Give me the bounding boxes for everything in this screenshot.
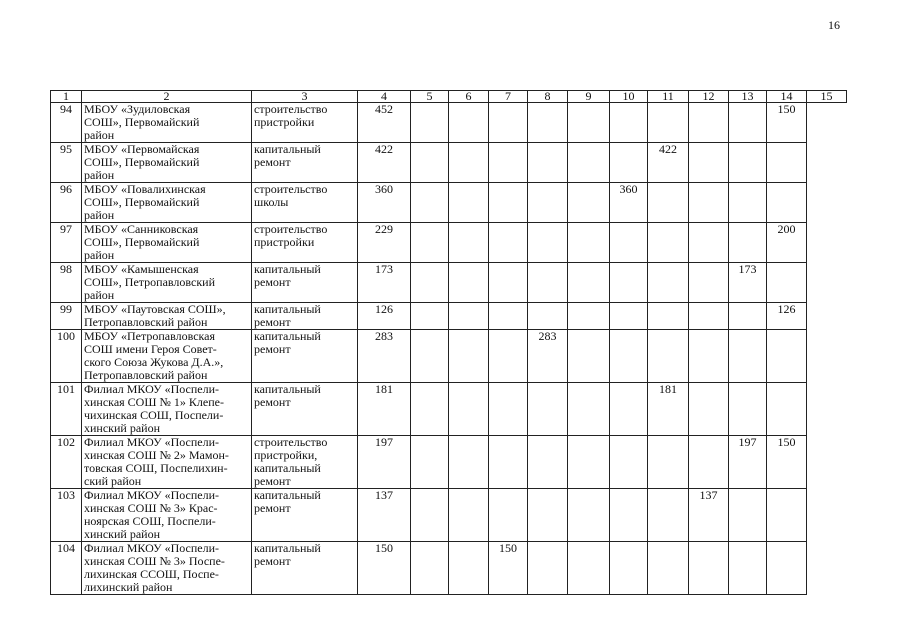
value-cell — [489, 436, 528, 489]
value-cell — [568, 183, 610, 223]
school-name-line: хинская СОШ № 3» Крас- — [84, 501, 218, 515]
row-number: 104 — [51, 542, 82, 595]
value-cell — [689, 223, 729, 263]
value-cell — [411, 383, 449, 436]
school-name-cell — [82, 436, 252, 489]
value-cell — [568, 263, 610, 303]
value-cell — [610, 103, 648, 143]
table-row — [51, 330, 847, 383]
work-type-line: капитальный — [254, 382, 321, 396]
value-cell — [489, 103, 528, 143]
value-cell: 197 — [729, 436, 767, 489]
row-number: 100 — [51, 330, 82, 383]
value-cell: 150 — [767, 103, 807, 143]
value-cell — [411, 143, 449, 183]
school-name-cell — [82, 383, 252, 436]
work-type-line: строительство — [254, 182, 328, 196]
value-cell: 126 — [767, 303, 807, 330]
column-header: 3 — [252, 91, 358, 103]
value-cell — [449, 383, 489, 436]
column-header: 12 — [689, 91, 729, 103]
value-cell: 150 — [767, 436, 807, 489]
table-row — [51, 489, 847, 542]
value-cell — [568, 103, 610, 143]
value-cell — [648, 489, 689, 542]
value-cell: 283 — [528, 330, 568, 383]
table-row — [51, 183, 847, 223]
table-row — [51, 542, 847, 595]
school-name-line: МБОУ «Паутовская СОШ», — [84, 302, 226, 316]
work-type-line: ремонт — [254, 554, 291, 568]
school-name-line: СОШ», Первомайский — [84, 155, 200, 169]
work-type-line: строительство — [254, 435, 328, 449]
value-cell — [729, 223, 767, 263]
row-number: 103 — [51, 489, 82, 542]
work-type-line: ремонт — [254, 395, 291, 409]
value-cell — [729, 489, 767, 542]
value-cell — [489, 263, 528, 303]
value-cell — [689, 143, 729, 183]
school-name-line: Филиал МКОУ «Поспели- — [84, 541, 220, 555]
value-cell — [689, 542, 729, 595]
value-cell — [729, 542, 767, 595]
school-name-cell — [82, 223, 252, 263]
work-type-cell — [252, 183, 358, 223]
work-type-line: ремонт — [254, 315, 291, 329]
school-name-line: ский район — [84, 474, 142, 488]
work-type-cell — [252, 223, 358, 263]
value-cell — [689, 263, 729, 303]
school-name-cell — [82, 263, 252, 303]
school-name-line: МБОУ «Санниковская — [84, 222, 199, 236]
school-name-line: ского Союза Жукова Д.А.», — [84, 355, 224, 369]
value-cell — [449, 542, 489, 595]
value-cell — [648, 263, 689, 303]
value-cell — [568, 436, 610, 489]
value-cell — [610, 542, 648, 595]
school-name-line: МБОУ «Первомайская — [84, 142, 200, 156]
row-number: 99 — [51, 303, 82, 330]
school-name-line: район — [84, 208, 115, 222]
work-type-line: капитальный — [254, 541, 321, 555]
school-name-cell — [82, 489, 252, 542]
value-cell — [648, 303, 689, 330]
value-cell — [689, 303, 729, 330]
value-cell — [449, 263, 489, 303]
value-cell — [528, 489, 568, 542]
value-cell — [528, 542, 568, 595]
work-type-cell — [252, 330, 358, 383]
value-cell — [729, 103, 767, 143]
value-cell — [610, 143, 648, 183]
value-cell: 200 — [767, 223, 807, 263]
column-header: 8 — [528, 91, 568, 103]
school-name-cell — [82, 330, 252, 383]
work-type-cell — [252, 263, 358, 303]
school-name-cell — [82, 103, 252, 143]
school-name-cell — [82, 303, 252, 330]
value-cell — [610, 330, 648, 383]
value-cell: 181 — [648, 383, 689, 436]
value-cell: 422 — [358, 143, 411, 183]
value-cell — [767, 183, 807, 223]
value-cell — [528, 263, 568, 303]
value-cell — [411, 330, 449, 383]
table-row — [51, 143, 847, 183]
value-cell — [648, 436, 689, 489]
work-type-line: пристройки, — [254, 448, 318, 462]
row-number: 94 — [51, 103, 82, 143]
column-header: 7 — [489, 91, 528, 103]
work-type-line: капитальный — [254, 488, 321, 502]
value-cell — [729, 383, 767, 436]
value-cell: 452 — [358, 103, 411, 143]
value-cell — [689, 103, 729, 143]
school-name-line: СОШ», Петропавловский — [84, 275, 215, 289]
work-type-line: капитальный — [254, 329, 321, 343]
school-name-line: район — [84, 168, 115, 182]
column-header: 14 — [767, 91, 807, 103]
value-cell — [528, 436, 568, 489]
value-cell — [528, 183, 568, 223]
value-cell: 197 — [358, 436, 411, 489]
value-cell — [411, 103, 449, 143]
value-cell — [411, 183, 449, 223]
value-cell — [568, 143, 610, 183]
value-cell — [767, 383, 807, 436]
table-row — [51, 103, 847, 143]
table-row — [51, 303, 847, 330]
value-cell — [411, 489, 449, 542]
school-name-line: Филиал МКОУ «Поспели- — [84, 382, 220, 396]
value-cell — [729, 303, 767, 330]
school-name-cell — [82, 542, 252, 595]
value-cell: 360 — [358, 183, 411, 223]
value-cell — [489, 330, 528, 383]
value-cell — [568, 303, 610, 330]
row-number: 102 — [51, 436, 82, 489]
work-type-cell — [252, 303, 358, 330]
value-cell — [610, 436, 648, 489]
school-name-line: СОШ», Первомайский — [84, 195, 200, 209]
column-header: 2 — [82, 91, 252, 103]
value-cell — [568, 542, 610, 595]
header-row — [51, 91, 847, 103]
value-cell — [528, 143, 568, 183]
value-cell — [610, 383, 648, 436]
table-row — [51, 436, 847, 489]
value-cell: 137 — [689, 489, 729, 542]
value-cell — [689, 330, 729, 383]
school-name-line: хинский район — [84, 421, 161, 435]
row-number: 96 — [51, 183, 82, 223]
school-name-line: ноярская СОШ, Поспели- — [84, 514, 216, 528]
value-cell — [648, 223, 689, 263]
column-header: 5 — [411, 91, 449, 103]
value-cell — [689, 436, 729, 489]
column-header: 11 — [648, 91, 689, 103]
work-type-cell — [252, 383, 358, 436]
school-name-line: товская СОШ, Поспелихин- — [84, 461, 228, 475]
column-header: 9 — [568, 91, 610, 103]
value-cell — [610, 223, 648, 263]
column-header: 13 — [729, 91, 767, 103]
value-cell — [449, 436, 489, 489]
value-cell: 173 — [358, 263, 411, 303]
work-type-line: строительство — [254, 102, 328, 116]
school-name-line: хинский район — [84, 527, 161, 541]
value-cell — [449, 489, 489, 542]
value-cell — [489, 383, 528, 436]
column-header: 4 — [358, 91, 411, 103]
work-type-cell — [252, 143, 358, 183]
value-cell — [568, 223, 610, 263]
school-name-cell — [82, 183, 252, 223]
value-cell — [489, 303, 528, 330]
school-name-line: лихинский район — [84, 580, 173, 594]
value-cell — [689, 183, 729, 223]
value-cell: 283 — [358, 330, 411, 383]
work-type-cell — [252, 103, 358, 143]
value-cell — [411, 542, 449, 595]
school-name-line: Филиал МКОУ «Поспели- — [84, 488, 220, 502]
school-name-line: хинская СОШ № 2» Мамон- — [84, 448, 229, 462]
page-number: 16 — [828, 18, 840, 32]
school-name-cell — [82, 143, 252, 183]
data-table — [50, 90, 847, 595]
school-name-line: Петропавловский район — [84, 368, 208, 382]
value-cell — [528, 103, 568, 143]
row-number: 97 — [51, 223, 82, 263]
value-cell — [449, 330, 489, 383]
work-type-line: пристройки — [254, 115, 315, 129]
value-cell — [489, 143, 528, 183]
value-cell — [729, 183, 767, 223]
value-cell — [528, 383, 568, 436]
value-cell — [648, 183, 689, 223]
value-cell — [528, 303, 568, 330]
work-type-line: пристройки — [254, 235, 315, 249]
value-cell — [411, 263, 449, 303]
value-cell: 137 — [358, 489, 411, 542]
value-cell — [449, 183, 489, 223]
work-type-line: ремонт — [254, 501, 291, 515]
value-cell — [648, 542, 689, 595]
value-cell — [489, 489, 528, 542]
value-cell — [489, 223, 528, 263]
work-type-line: ремонт — [254, 275, 291, 289]
value-cell — [767, 489, 807, 542]
work-type-line: строительство — [254, 222, 328, 236]
value-cell — [489, 183, 528, 223]
school-name-line: Петропавловский район — [84, 315, 208, 329]
value-cell — [610, 263, 648, 303]
work-type-line: капитальный — [254, 262, 321, 276]
column-header: 10 — [610, 91, 648, 103]
value-cell: 422 — [648, 143, 689, 183]
school-name-line: МБОУ «Зудиловская — [84, 102, 191, 116]
value-cell: 150 — [358, 542, 411, 595]
work-type-cell — [252, 542, 358, 595]
school-name-line: район — [84, 128, 115, 142]
work-type-line: школы — [254, 195, 289, 209]
work-type-line: ремонт — [254, 474, 291, 488]
value-cell — [411, 436, 449, 489]
school-name-line: МБОУ «Камышенская — [84, 262, 199, 276]
value-cell — [767, 542, 807, 595]
work-type-cell — [252, 489, 358, 542]
column-header: 6 — [449, 91, 489, 103]
value-cell — [729, 330, 767, 383]
value-cell: 150 — [489, 542, 528, 595]
value-cell — [610, 303, 648, 330]
school-name-line: хинская СОШ № 3» Поспе- — [84, 554, 225, 568]
value-cell — [648, 103, 689, 143]
value-cell — [449, 143, 489, 183]
school-name-line: СОШ», Первомайский — [84, 235, 200, 249]
value-cell — [411, 303, 449, 330]
value-cell — [767, 263, 807, 303]
value-cell — [411, 223, 449, 263]
value-cell: 126 — [358, 303, 411, 330]
value-cell — [610, 489, 648, 542]
school-name-line: район — [84, 248, 115, 262]
value-cell — [449, 223, 489, 263]
value-cell: 360 — [610, 183, 648, 223]
value-cell — [729, 143, 767, 183]
work-type-line: капитальный — [254, 142, 321, 156]
value-cell — [568, 330, 610, 383]
school-name-line: СОШ имени Героя Совет- — [84, 342, 217, 356]
work-type-line: капитальный — [254, 302, 321, 316]
school-name-line: СОШ», Первомайский — [84, 115, 200, 129]
value-cell — [648, 330, 689, 383]
school-name-line: МБОУ «Повалихинская — [84, 182, 206, 196]
value-cell — [449, 303, 489, 330]
value-cell — [689, 383, 729, 436]
table-row — [51, 223, 847, 263]
value-cell: 229 — [358, 223, 411, 263]
row-number: 95 — [51, 143, 82, 183]
work-type-line: ремонт — [254, 155, 291, 169]
value-cell — [767, 330, 807, 383]
value-cell — [449, 103, 489, 143]
value-cell — [528, 223, 568, 263]
value-cell — [568, 489, 610, 542]
value-cell: 181 — [358, 383, 411, 436]
value-cell — [767, 143, 807, 183]
table-row — [51, 383, 847, 436]
school-name-line: хинская СОШ № 1» Клепе- — [84, 395, 224, 409]
school-name-line: чихинская СОШ, Поспели- — [84, 408, 224, 422]
value-cell: 173 — [729, 263, 767, 303]
school-name-line: Филиал МКОУ «Поспели- — [84, 435, 220, 449]
work-type-line: капитальный — [254, 461, 321, 475]
value-cell — [568, 383, 610, 436]
table-row — [51, 263, 847, 303]
column-header: 15 — [807, 91, 847, 103]
work-type-line: ремонт — [254, 342, 291, 356]
school-name-line: район — [84, 288, 115, 302]
school-name-line: МБОУ «Петропавловская — [84, 329, 216, 343]
column-header: 1 — [51, 91, 82, 103]
row-number: 98 — [51, 263, 82, 303]
school-name-line: лихинская ССОШ, Поспе- — [84, 567, 219, 581]
work-type-cell — [252, 436, 358, 489]
row-number: 101 — [51, 383, 82, 436]
